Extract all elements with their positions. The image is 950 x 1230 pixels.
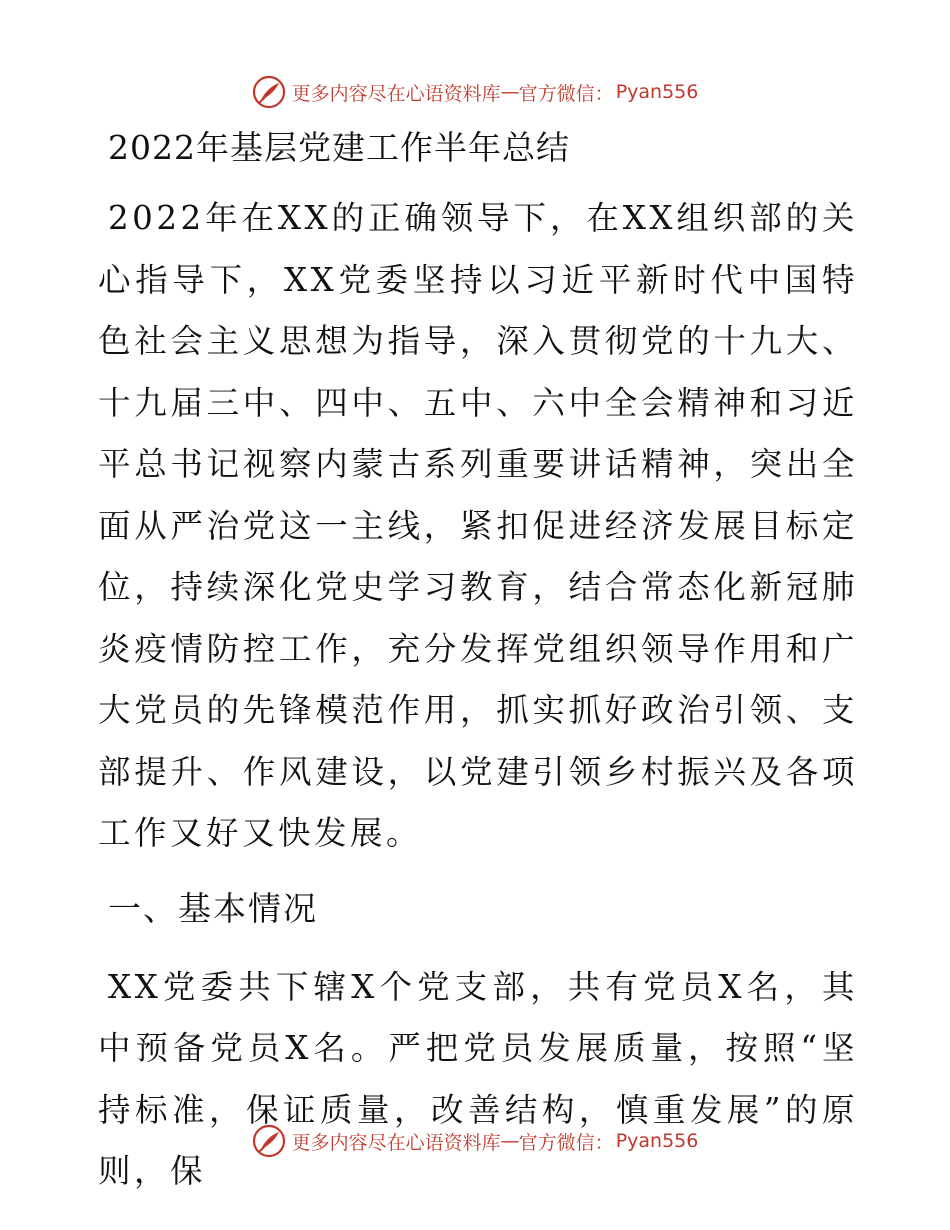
document-body: [98, 122, 858, 1203]
watermark-wechat-id: Pyan556: [615, 1130, 699, 1152]
section1-paragraph: XX党委共下辖X个党支部，共有党员X名，其中预备党员X名。严把党员发展质量，按照“坚持标准，保证质量，改善结构，慎重发展”的原则，保: [98, 967, 858, 1190]
watermark-dash: —: [500, 81, 519, 103]
document-title: 2022年基层党建工作半年总结: [108, 128, 570, 167]
feather-pen-icon: [252, 1124, 286, 1158]
footer-watermark: [0, 1121, 950, 1161]
header-watermark: [0, 72, 950, 112]
section-heading-basic-situation: 一、基本情况: [108, 888, 318, 928]
watermark-wechat-id: Pyan556: [615, 81, 699, 103]
feather-pen-icon: [252, 75, 286, 109]
watermark-dash: —: [500, 1130, 519, 1152]
watermark-main-text: 更多内容尽在心语资料库: [291, 1131, 501, 1154]
watermark-wechat-label: 官方微信：: [518, 1131, 614, 1154]
intro-paragraph: 2022年在XX的正确领导下，在XX组织部的关心指导下，XX党委坚持以习近平新时代中国特色社会主义思想为指导，深入贯彻党的十九大、十九届三中、四中、五中、六中全会精神和习近平总书记视察内蒙古系列重要讲话精神，突出全面从严治党这一主线，紧扣促进经济发展目标定位，持续深化党史学习教育，结合常态化新冠肺炎疫情防控工作，充分发挥党组织领导作用和广大党员的先锋模范作用，抓实抓好政治引领、支部提升、作风建设，以党建引领乡村振兴及各项工作又好又快发展。: [98, 199, 858, 852]
watermark-wechat-label: 官方微信：: [518, 82, 614, 105]
watermark-main-text: 更多内容尽在心语资料库: [291, 82, 501, 105]
